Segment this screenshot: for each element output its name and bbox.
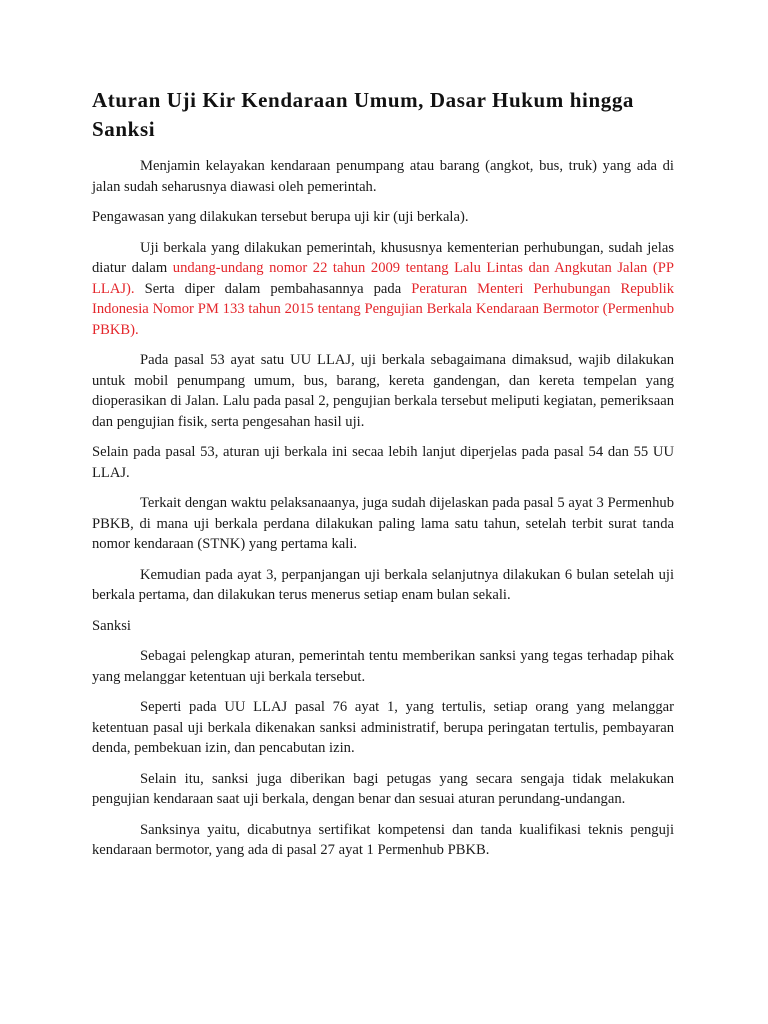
paragraph-sanksi-intro: Sebagai pelengkap aturan, pemerintah tentu memberikan sanksi yang tegas terhadap pihak yang melanggar ketentuan uji berkala tersebut.	[92, 648, 674, 685]
paragraph-text: Uji berkala yang dilakukan pemerintah, khususnya kementerian perhubungan, sudah jelas diatur dalam	[92, 239, 674, 276]
paragraph-sanksi-sertifikat: Sanksinya yaitu, dicabutnya sertifikat kompetensi dan tanda kualifikasi teknis penguji kendaraan bermotor, yang ada di pasal 27 ayat 1 Permenhub PBKB.	[92, 821, 674, 858]
paragraph-pengawasan: Pengawasan yang dilakukan tersebut berupa uji kir (uji berkala).	[92, 209, 469, 225]
paragraph-perpanjangan: Kemudian pada ayat 3, perpanjangan uji berkala selanjutnya dilakukan 6 bulan setelah uji berkala pertama, dan dilakukan terus menerus setiap enam bulan sekali.	[92, 566, 674, 603]
paragraph-text: Serta diper dalam pembahasannya pada	[134, 280, 412, 297]
document-title: Aturan Uji Kir Kendaraan Umum, Dasar Hukum hingga Sanksi	[92, 88, 635, 141]
paragraph-sanksi-petugas: Selain itu, sanksi juga diberikan bagi petugas yang secara sengaja tidak melakukan pengujian kendaraan saat uji berkala, dengan benar dan sesuai aturan perundang-undangan.	[92, 770, 674, 807]
paragraph-waktu-pelaksanaan: Terkait dengan waktu pelaksanaanya, juga sudah dijelaskan pada pasal 5 ayat 3 Permenhub PBKB, di mana uji berkala perdana dilakukan paling lama satu tahun, setelah terbit surat tanda nomor kendaraan (STNK) yang pertama kali.	[92, 495, 674, 552]
law-reference-link-permenhub[interactable]: Peraturan Menteri Perhubungan Republik Indonesia Nomor PM 133 tahun 2015 tentang Pengujian Berkala Kendaraan Bermotor (Permenhub PBKB).	[92, 280, 674, 338]
section-heading-sanksi: Sanksi	[92, 617, 131, 634]
paragraph-legal-basis	[92, 238, 674, 341]
paragraph-sanksi-pasal-76: Seperti pada UU LLAJ pasal 76 ayat 1, yang tertulis, setiap orang yang melanggar ketentuan pasal uji berkala dikenakan sanksi administratif, berupa peringatan tertulis, pembayaran denda, pembekuan izin, dan pencabutan izin.	[92, 699, 674, 756]
paragraph-pasal-54-55: Selain pada pasal 53, aturan uji berkala ini secaa lebih lanjut diperjelas pada pasal 54 dan 55 UU LLAJ.	[92, 444, 674, 481]
paragraph-pasal-53: Pada pasal 53 ayat satu UU LLAJ, uji berkala sebagaimana dimaksud, wajib dilakukan untuk mobil penumpang umum, bus, barang, kereta gandengan, dan kereta tempelan yang dioperasikan di Jalan. Lalu pada pasal 2, pengujian berkala tersebut meliputi kegiatan, pemeriksaan dan pengujian fisik, serta pengesahan hasil uji.	[92, 352, 674, 430]
law-reference-link-uu-llaj[interactable]: undang-undang nomor 22 tahun 2009 tentang Lalu Lintas dan Angkutan Jalan (PP LLAJ).	[92, 260, 674, 297]
paragraph-intro: Menjamin kelayakan kendaraan penumpang atau barang (angkot, bus, truk) yang ada di jalan sudah seharusnya diawasi oleh pemerintah.	[92, 158, 674, 195]
document-page	[92, 86, 674, 871]
